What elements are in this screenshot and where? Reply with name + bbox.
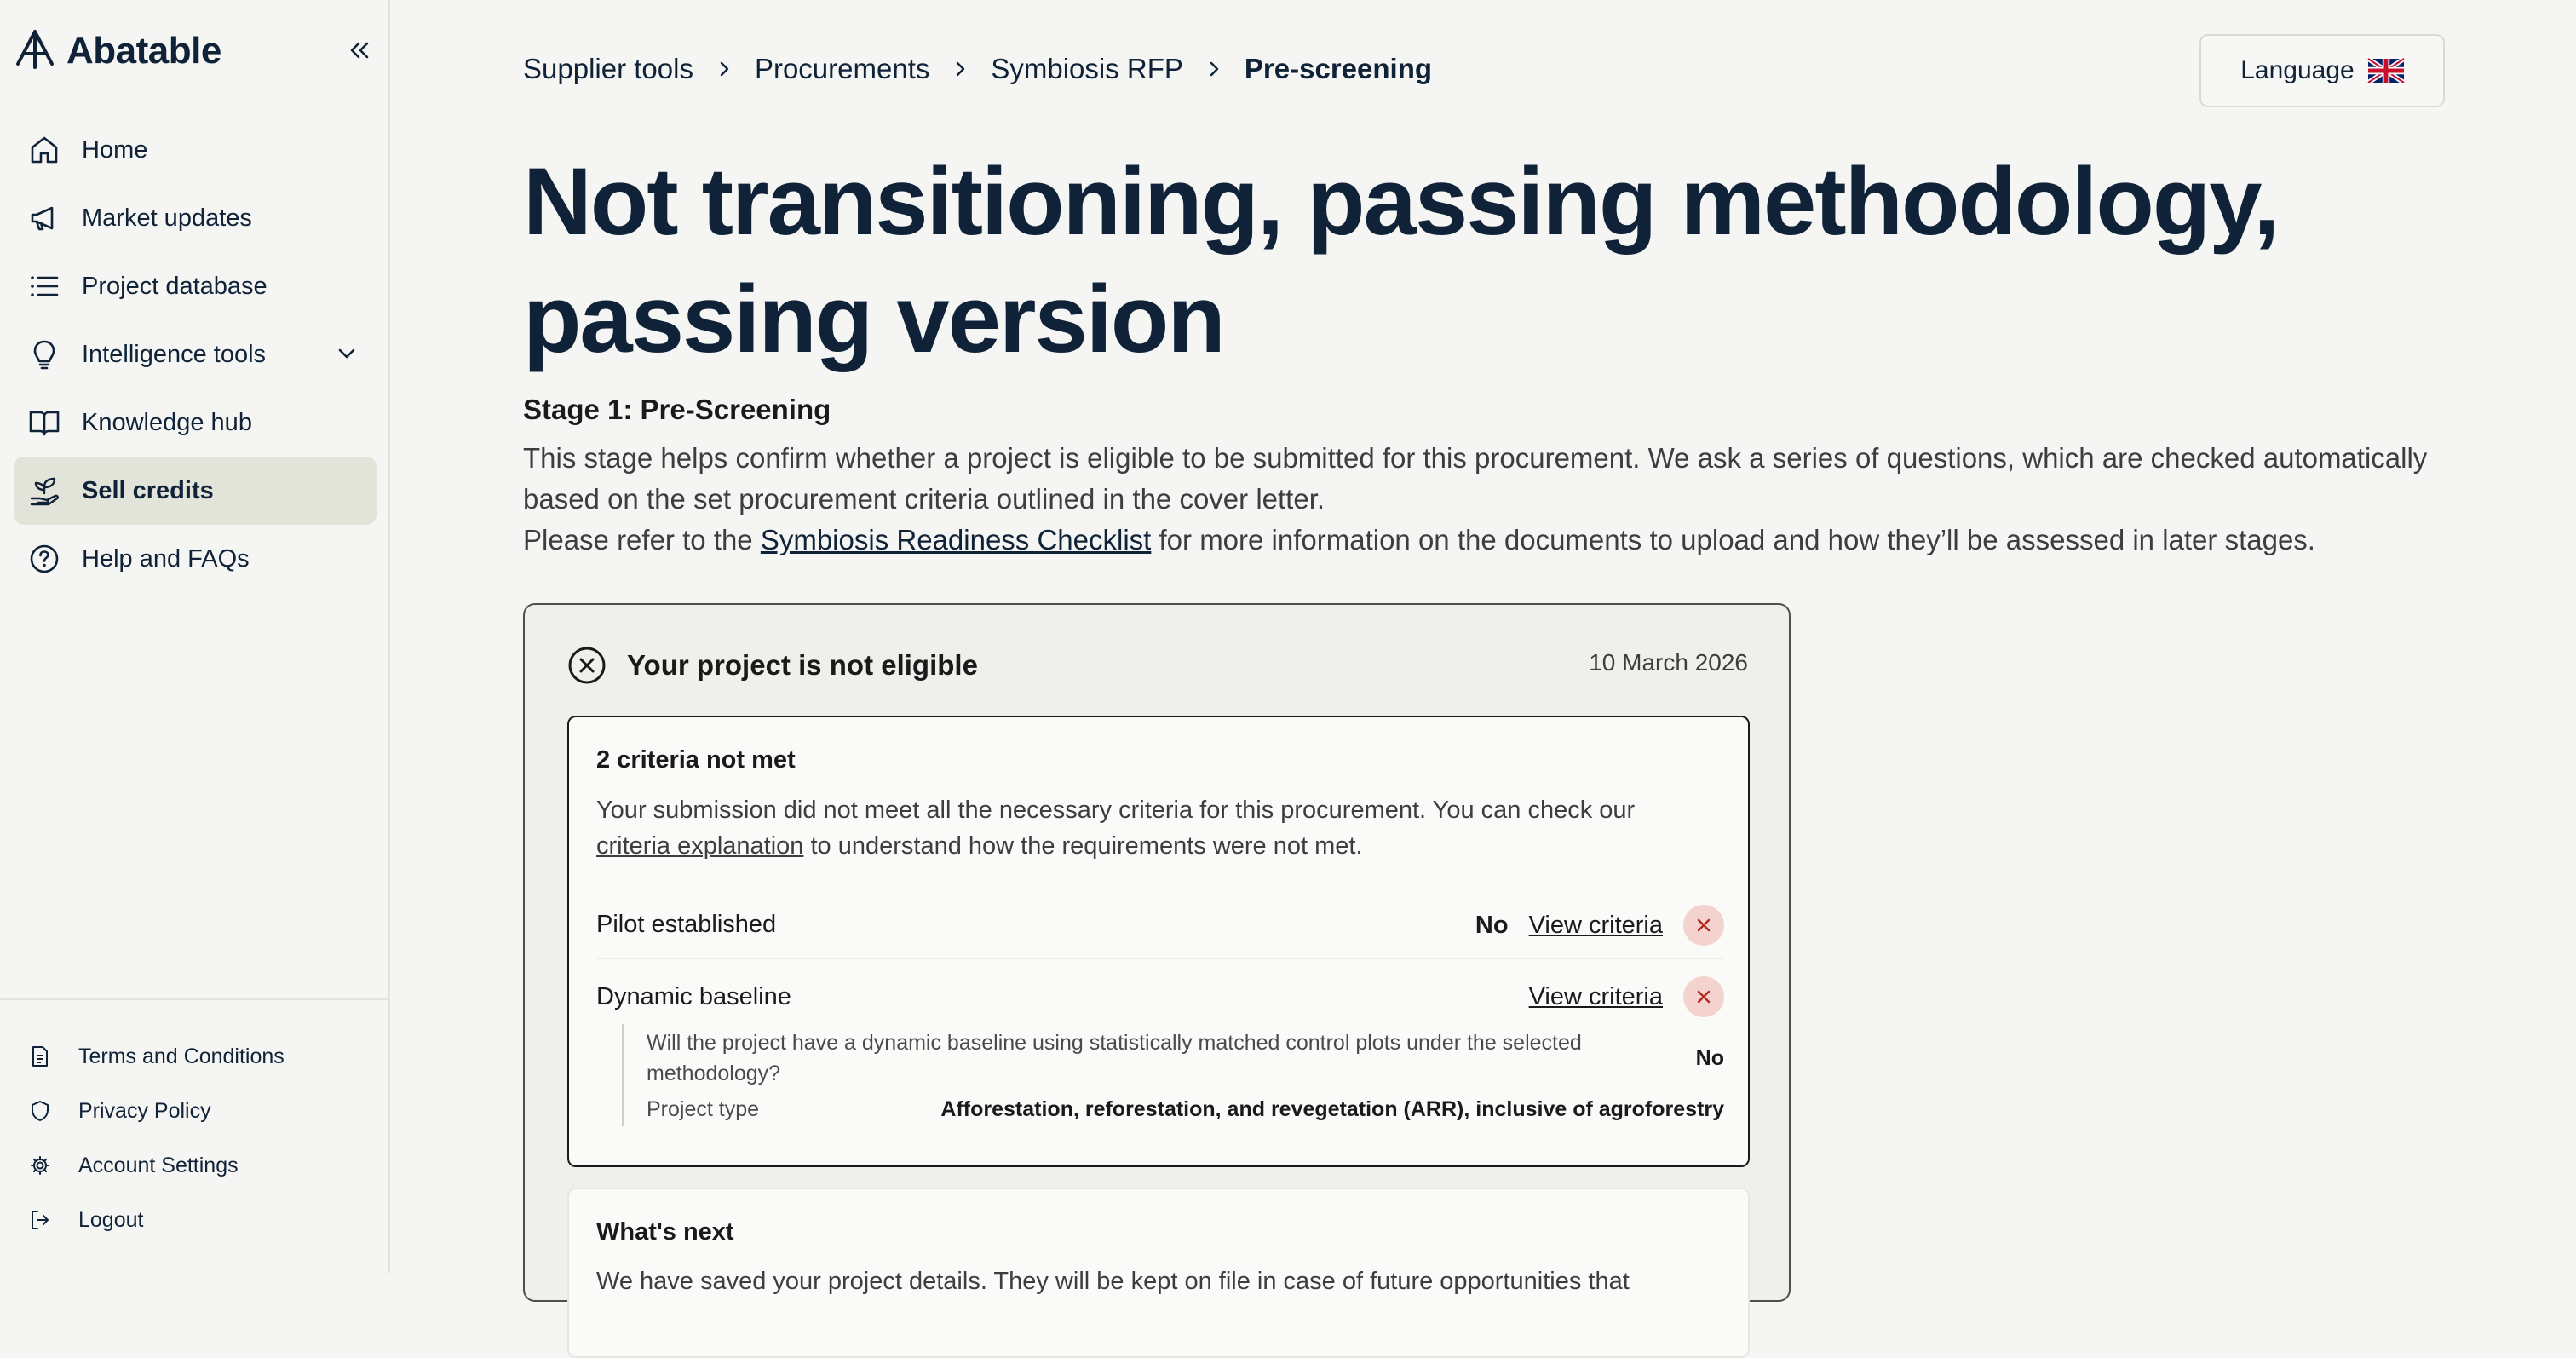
project-type-value: Afforestation, reforestation, and revegetation (ARR), inclusive of agroforestry <box>940 1096 1724 1121</box>
close-icon <box>1695 988 1712 1005</box>
detail-question: Will the project have a dynamic baseline using statistically matched control plots under the selected methodology? <box>647 1031 1582 1085</box>
breadcrumb-procurements[interactable]: Procurements <box>754 53 930 84</box>
whats-next-text: We have saved your project details. They will be kept on file in case of future opportunities that <box>596 1268 1630 1295</box>
footer-item-label: Account Settings <box>78 1153 239 1177</box>
sidebar-item-label: Intelligence tools <box>82 340 267 368</box>
chevron-right-icon <box>946 55 974 83</box>
footer-item-privacy[interactable] <box>14 1084 377 1138</box>
chevron-right-icon <box>1200 55 1228 83</box>
detail-answer: No <box>1695 1045 1724 1070</box>
breadcrumb-pre-screening: Pre-screening <box>1244 53 1433 84</box>
x-circle-icon <box>567 646 607 685</box>
sidebar-footer-nav <box>14 1029 377 1247</box>
abatable-logo-icon <box>14 28 56 75</box>
sidebar-item-label: Market updates <box>82 204 252 232</box>
footer-item-account-settings[interactable] <box>14 1138 377 1193</box>
criteria-name: Pilot established <box>596 910 777 938</box>
sidebar-item-help-and-faqs[interactable] <box>14 525 377 593</box>
dynamic-baseline-details <box>622 1024 1724 1126</box>
chevron-right-icon <box>710 55 738 83</box>
desc-text: Please refer to the <box>523 524 761 555</box>
double-chevron-left-icon <box>345 37 372 68</box>
criteria-value: No <box>1475 911 1509 939</box>
sidebar-divider <box>0 998 390 1000</box>
breadcrumb-supplier-tools[interactable]: Supplier tools <box>523 53 693 84</box>
criteria-failed-badge <box>1683 905 1724 946</box>
brand[interactable] <box>14 26 221 77</box>
sidebar-item-label: Home <box>82 135 148 164</box>
whats-next-box <box>567 1188 1750 1358</box>
criteria-explanation-link[interactable]: criteria explanation <box>596 832 804 860</box>
lightbulb-icon <box>27 337 61 371</box>
eligibility-date: 10 March 2026 <box>1589 649 1748 676</box>
detail-row-project-type <box>647 1092 1724 1126</box>
eligibility-header <box>567 646 978 685</box>
brand-name: Abatable <box>66 30 221 72</box>
desc-text: for more information on the documents to upload and how they’ll be assessed in later stages. <box>1151 524 2315 555</box>
sidebar-item-market-updates[interactable] <box>14 184 377 252</box>
help-circle-icon <box>27 542 61 576</box>
detail-row-question <box>647 1024 1724 1092</box>
view-criteria-link[interactable]: View criteria <box>1528 911 1663 939</box>
eligibility-title: Your project is not eligible <box>627 649 978 681</box>
sidebar-item-label: Help and FAQs <box>82 544 250 573</box>
footer-item-logout[interactable] <box>14 1193 377 1247</box>
language-label: Language <box>2240 56 2355 84</box>
language-button[interactable] <box>2199 34 2445 107</box>
home-icon <box>27 133 61 167</box>
readiness-checklist-link[interactable]: Symbiosis Readiness Checklist <box>760 524 1152 555</box>
desc-text: Your submission did not meet all the necessary criteria for this procurement. You can check our <box>596 797 1636 824</box>
sidebar-item-label: Knowledge hub <box>82 408 252 436</box>
collapse-sidebar-button[interactable] <box>339 32 378 72</box>
sidebar <box>0 0 390 1273</box>
criteria-row-pilot-established <box>596 891 1724 959</box>
footer-item-terms[interactable] <box>14 1029 377 1084</box>
criteria-description <box>596 792 1704 864</box>
gear-icon <box>27 1153 53 1178</box>
footer-item-label: Privacy Policy <box>78 1098 211 1123</box>
close-icon <box>1695 917 1712 934</box>
megaphone-icon <box>27 201 61 235</box>
list-icon <box>27 269 61 303</box>
sidebar-item-sell-credits[interactable] <box>14 457 377 525</box>
stage-description-line-2 <box>523 520 2431 561</box>
criteria-row-dynamic-baseline <box>596 963 1724 1031</box>
sidebar-item-label: Project database <box>82 272 267 300</box>
uk-flag-icon <box>2368 58 2404 83</box>
project-type-label: Project type <box>647 1096 760 1121</box>
shield-icon <box>27 1098 53 1124</box>
criteria-name: Dynamic baseline <box>596 982 791 1010</box>
logout-icon <box>27 1207 53 1233</box>
seedling-hand-icon <box>27 474 61 508</box>
footer-item-label: Terms and Conditions <box>78 1044 285 1068</box>
breadcrumb-symbiosis-rfp[interactable]: Symbiosis RFP <box>991 53 1183 84</box>
whats-next-title: What's next <box>596 1218 734 1246</box>
footer-item-label: Logout <box>78 1207 144 1232</box>
criteria-title: 2 criteria not met <box>596 746 796 774</box>
chevron-down-icon[interactable] <box>332 339 361 368</box>
breadcrumb <box>523 49 1432 89</box>
sidebar-item-label: Sell credits <box>82 476 214 504</box>
stage-heading: Stage 1: Pre-Screening <box>523 394 831 425</box>
sidebar-item-home[interactable] <box>14 116 377 184</box>
eligibility-card <box>523 603 1791 1302</box>
sidebar-item-intelligence-tools[interactable] <box>14 320 377 388</box>
sidebar-item-project-database[interactable] <box>14 252 377 320</box>
desc-text: to understand how the requirements were not met. <box>803 832 1363 860</box>
stage-description-line-1: This stage helps confirm whether a project is eligible to be submitted for this procurement. We ask a series of questions, which are checked automatically based on the set procurement criteria outlined in the cover letter. <box>523 442 2428 515</box>
sidebar-nav <box>14 116 377 593</box>
view-criteria-link[interactable]: View criteria <box>1528 982 1663 1010</box>
criteria-not-met-box <box>567 716 1750 1167</box>
book-icon <box>27 406 61 440</box>
criteria-row-actions <box>1475 891 1724 959</box>
criteria-failed-badge <box>1683 976 1724 1017</box>
stage-description <box>523 438 2431 561</box>
criteria-row-actions <box>1529 963 1724 1031</box>
page-title: Not transitioning, passing methodology, passing version <box>523 148 2279 372</box>
document-icon <box>27 1044 53 1069</box>
sidebar-item-knowledge-hub[interactable] <box>14 388 377 457</box>
